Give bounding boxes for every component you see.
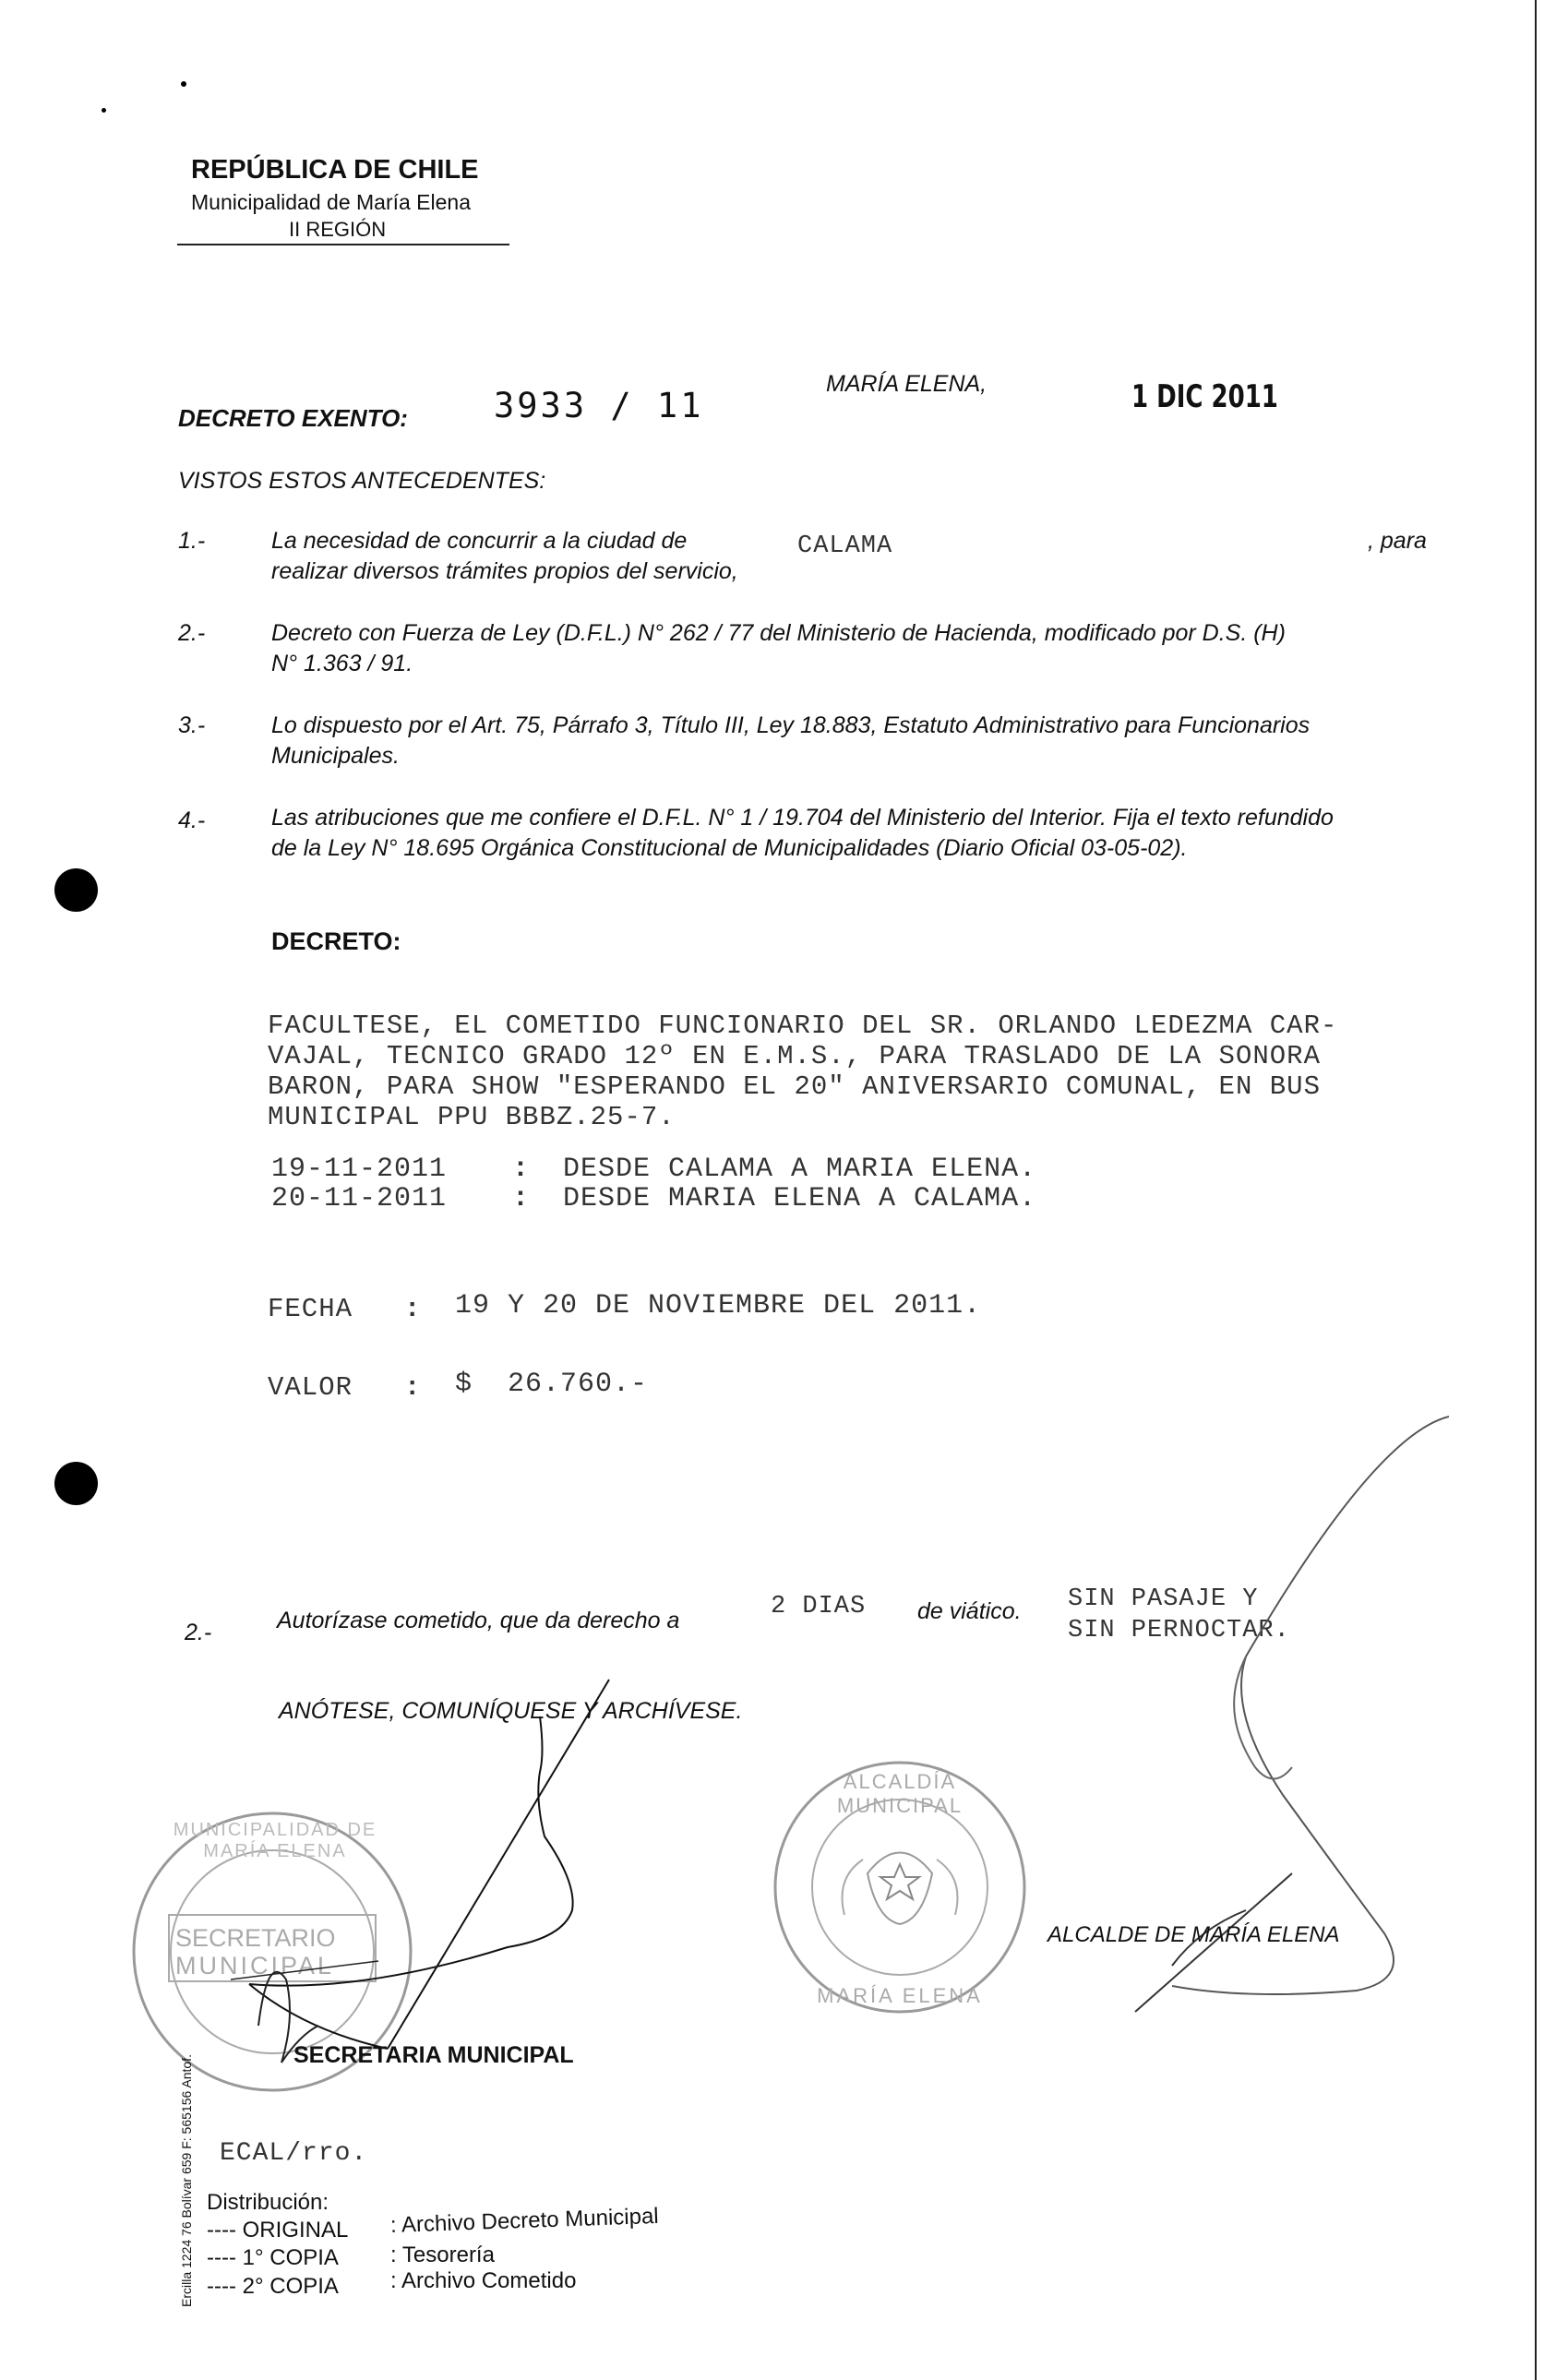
punch-hole-bottom: [54, 1462, 98, 1505]
closing-formula: ANÓTESE, COMUNÍQUESE Y ARCHÍVESE.: [279, 1698, 743, 1724]
decree-exento-label: DECRETO EXENTO:: [178, 404, 408, 432]
decreto-heading: DECRETO:: [271, 927, 401, 955]
fecha-value: 19 Y 20 DE NOVIEMBRE DEL 2011.: [455, 1290, 982, 1322]
valor-sep: :: [404, 1372, 422, 1403]
decreto-body-line-2: VAJAL, TECNICO GRADO 12º EN E.M.S., PARA TRASLADO DE LA SONORA: [268, 1041, 1321, 1071]
vistos-item-1-text: La necesidad de concurrir a la ciudad de: [271, 528, 688, 554]
vistos-item-2-number: 2.-: [178, 620, 206, 646]
decreto-body-line-4: MUNICIPAL PPU BBBZ.25-7.: [268, 1102, 676, 1132]
section2-days: 2 DIAS: [771, 1593, 867, 1621]
trip-1-sep: :: [512, 1154, 531, 1185]
fecha-label: FECHA: [268, 1294, 353, 1324]
punch-hole-top: [54, 868, 98, 912]
alcaldia-stamp-top-text: ALCALDÍA MUNICIPAL: [836, 1770, 964, 1817]
vistos-item-3-line2: Municipales.: [271, 743, 400, 769]
vistos-heading: VISTOS ESTOS ANTECEDENTES:: [178, 468, 546, 494]
trip-2-sep: :: [512, 1183, 531, 1214]
fecha-sep: :: [404, 1294, 422, 1324]
section2-number: 2.-: [185, 1620, 212, 1645]
header-region: II REGIÓN: [289, 218, 387, 241]
distribution-row-1-value: : Archivo Decreto Municipal: [389, 2203, 660, 2238]
secretario-stamp-line2: MUNICIPAL: [175, 1952, 335, 1979]
header-country: REPÚBLICA DE CHILE: [191, 155, 479, 185]
vistos-item-3-line1: Lo dispuesto por el Art. 75, Párrafo 3, Título III, Ley 18.883, Estatuto Administrativo para Funcionarios: [271, 712, 1311, 738]
initials: ECAL/rro.: [220, 2139, 368, 2168]
decreto-body-line-3: BARON, PARA SHOW "ESPERANDO EL 20" ANIVERSARIO COMUNAL, EN BUS: [268, 1071, 1321, 1102]
trip-1-route: DESDE CALAMA A MARIA ELENA.: [563, 1154, 1037, 1185]
vistos-item-2-line1: Decreto con Fuerza de Ley (D.F.L.) N° 262 / 77 del Ministerio de Hacienda, modificado por D.S. (H): [271, 620, 1286, 646]
trip-2-date: 20-11-2011: [271, 1183, 448, 1214]
vistos-item-1-line2: realizar diversos trámites propios del servicio,: [271, 558, 738, 584]
trip-2-route: DESDE MARIA ELENA A CALAMA.: [563, 1183, 1037, 1214]
alcalde-title: ALCALDE DE MARÍA ELENA: [1047, 1922, 1340, 1947]
vistos-item-1-para: , para: [1368, 528, 1427, 554]
distribution-row-2-value: : Tesorería: [390, 2242, 495, 2267]
section2-text2: de viático.: [917, 1598, 1022, 1624]
decree-date-stamp: 1 DIC 2011: [1131, 378, 1278, 415]
vistos-item-2-line2: N° 1.363 / 91.: [271, 651, 413, 676]
decree-place: MARÍA ELENA,: [826, 371, 987, 397]
alcaldia-stamp-bottom-text: MARÍA ELENA: [817, 1984, 983, 2007]
valor-label: VALOR: [268, 1372, 353, 1403]
secretaria-title: SECRETARIA MUNICIPAL: [293, 2042, 574, 2068]
trip-1-date: 19-11-2011: [271, 1154, 448, 1185]
secretario-stamp-line1: SECRETARIO: [175, 1924, 336, 1952]
distribution-row-2-label: ---- 1° COPIA: [207, 2245, 339, 2270]
section2-note-line2: SIN PERNOCTAR.: [1068, 1617, 1290, 1644]
page-edge-line: [1535, 0, 1537, 2380]
header-divider: [177, 244, 509, 245]
scan-speck: [102, 108, 106, 113]
vistos-item-3-number: 3.-: [178, 712, 206, 738]
decreto-body-line-1: FACULTESE, EL COMETIDO FUNCIONARIO DEL SR. ORLANDO LEDEZMA CAR-: [268, 1011, 1338, 1041]
section2-note-line1: SIN PASAJE Y: [1068, 1585, 1259, 1613]
distribution-row-3-value: : Archivo Cometido: [390, 2268, 577, 2293]
distribution-row-3-label: ---- 2° COPIA: [207, 2274, 339, 2299]
secretario-stamp-ring-text: MUNICIPALIDAD DE MARÍA ELENA: [173, 1820, 377, 1861]
vistos-item-4-line2: de la Ley N° 18.695 Orgánica Constitucional de Municipalidades (Diario Oficial 03-05-02).: [271, 835, 1188, 861]
printer-note: Ercilla 1224 76 Bolívar 659 F: 565156 Antof.: [179, 2054, 194, 2307]
distribution-row-1-label: ---- ORIGINAL: [207, 2218, 349, 2242]
vistos-item-1-number: 1.-: [178, 528, 206, 554]
valor-value: $ 26.760.-: [455, 1369, 649, 1400]
scan-speck: [181, 81, 186, 87]
distribution-heading: Distribución:: [207, 2190, 329, 2215]
vistos-item-4-number: 4.-: [178, 807, 206, 833]
section2-text: Autorízase cometido, que da derecho a: [277, 1608, 680, 1633]
vistos-item-4-line1: Las atribuciones que me confiere el D.F.L. N° 1 / 19.704 del Ministerio del Interior. Fija el texto refundido: [271, 805, 1334, 831]
vistos-item-1-city: CALAMA: [797, 532, 893, 560]
header-municipality: Municipalidad de María Elena: [191, 190, 472, 214]
decree-number: 3933 / 11: [494, 386, 704, 425]
